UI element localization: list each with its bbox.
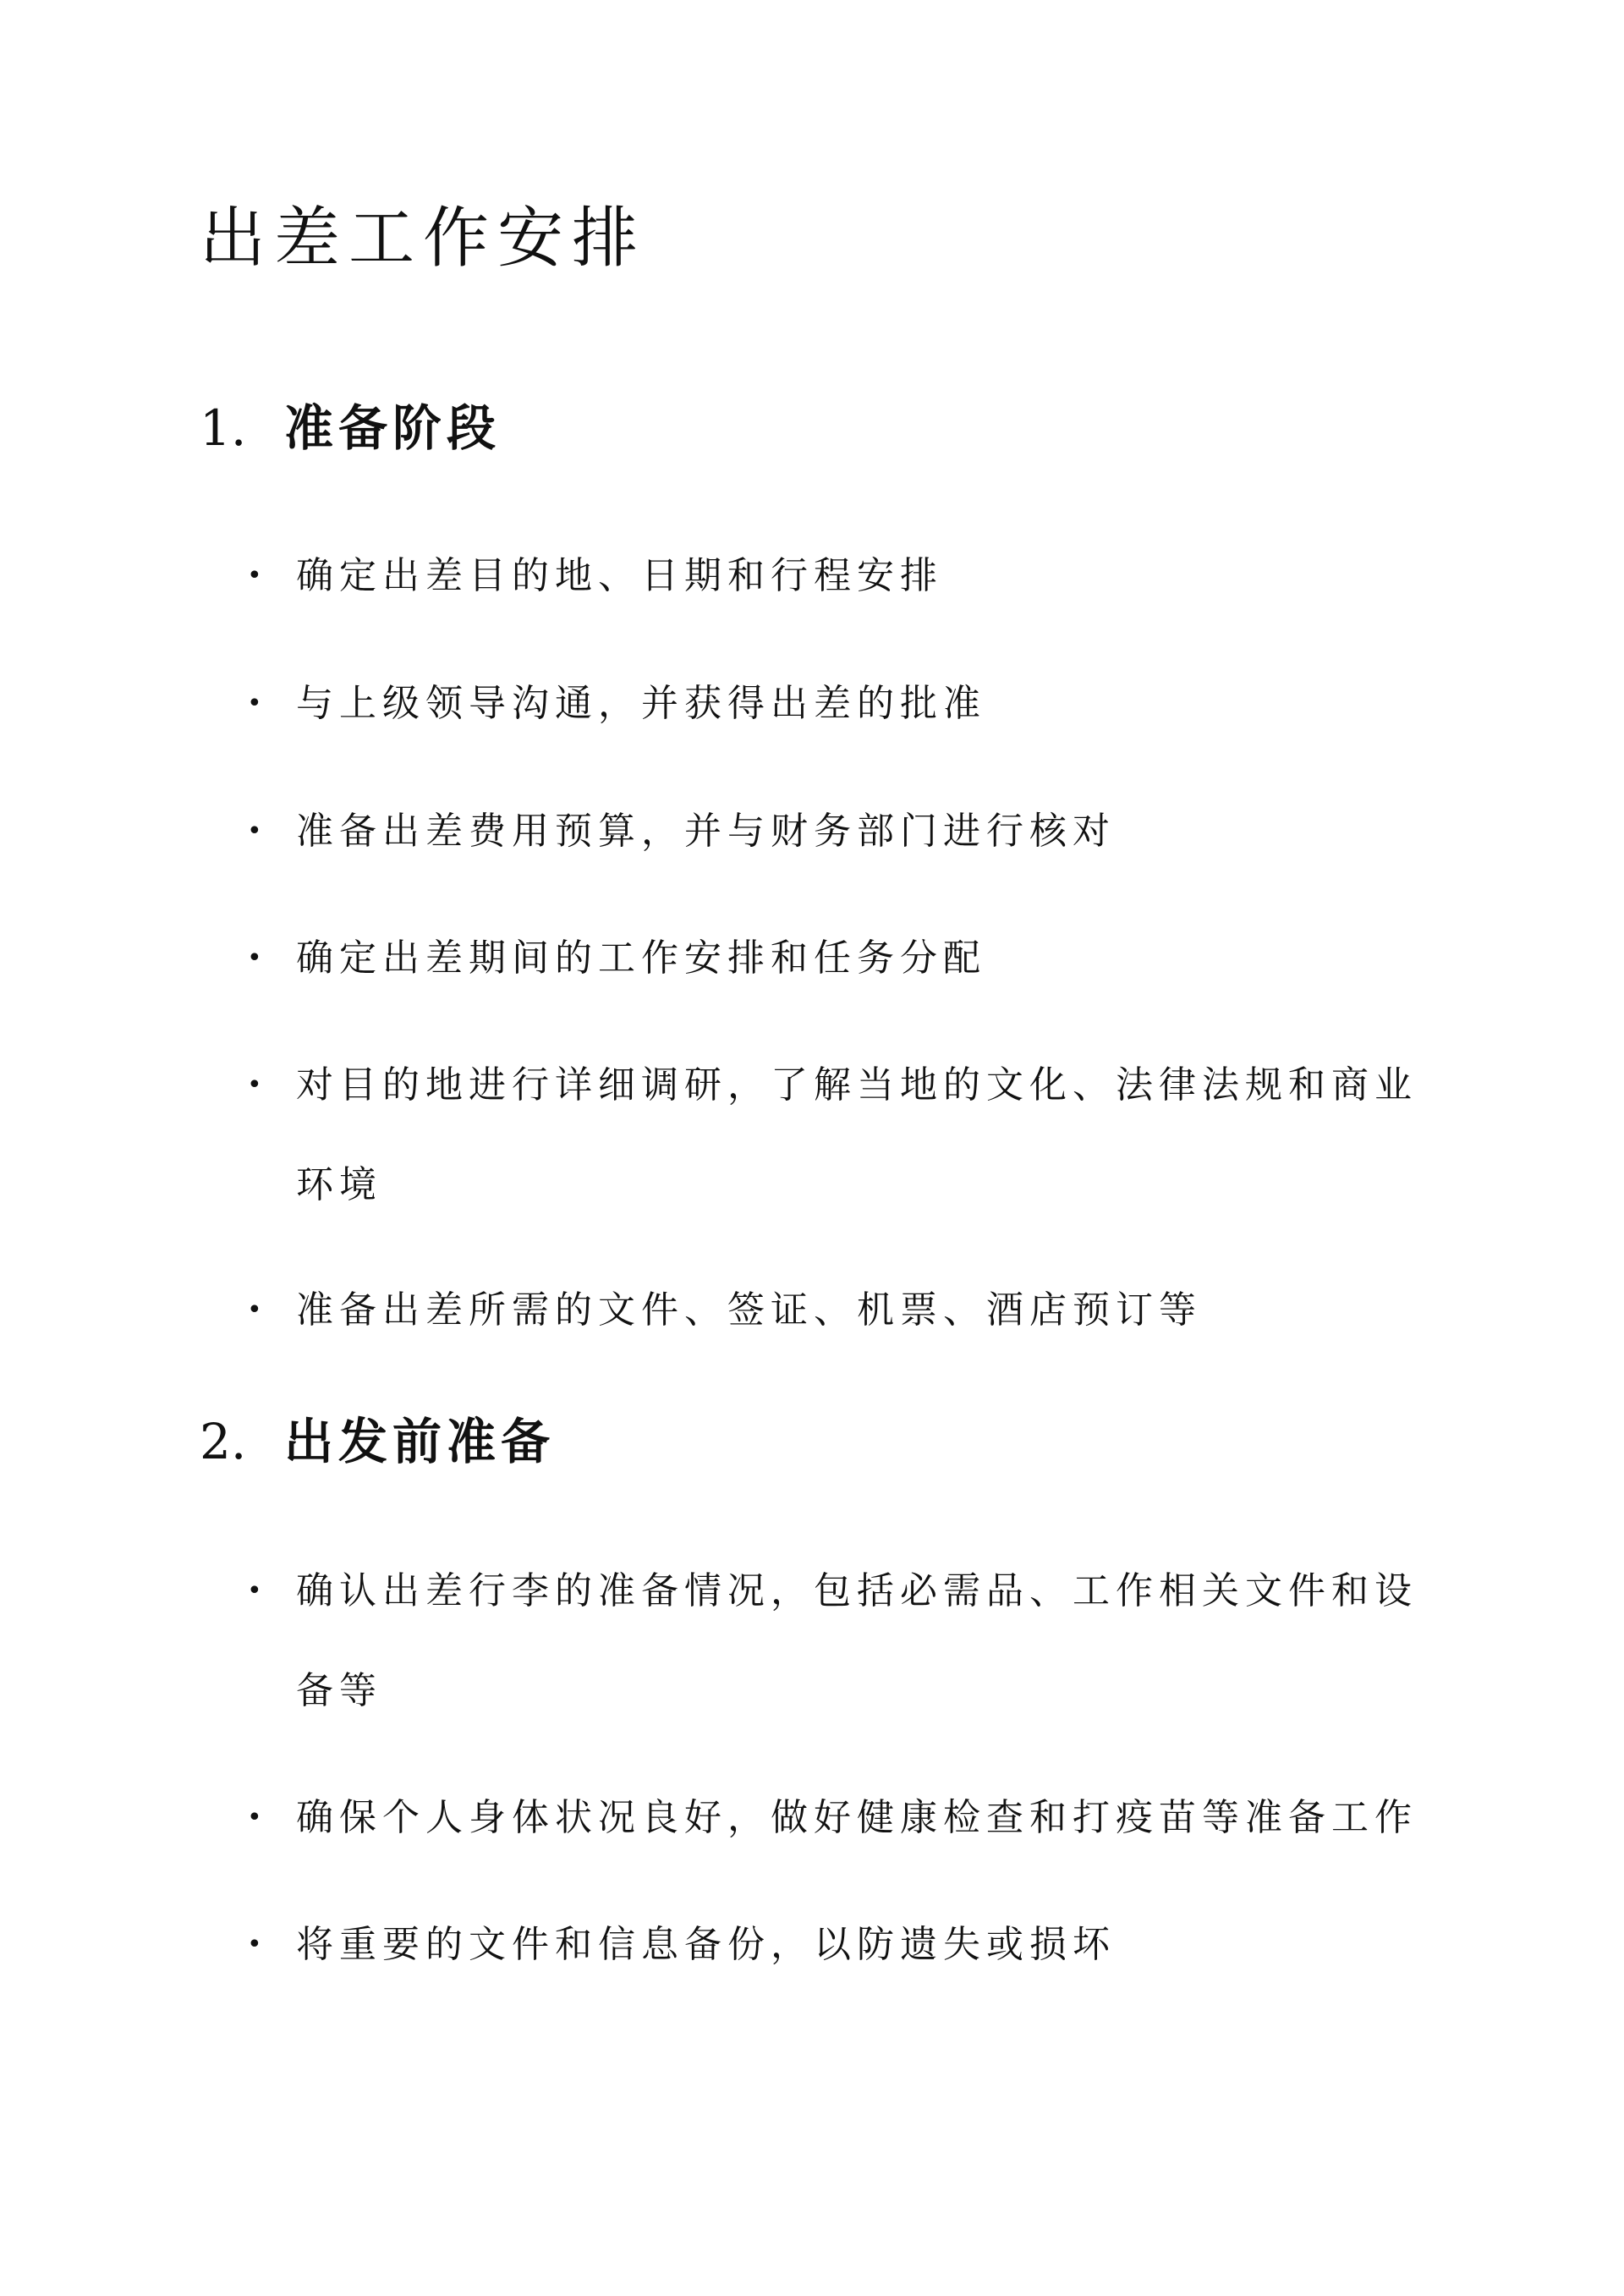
bullet-icon: • xyxy=(247,689,262,718)
list-item-text: 将重要的文件和信息备份，以防遗失或损坏 xyxy=(296,1923,1116,1966)
section-title: 出发前准备 xyxy=(284,1413,556,1470)
section-heading-2 xyxy=(200,1408,555,1475)
list-item xyxy=(247,1895,1431,1995)
list-item xyxy=(247,1261,1431,1360)
bullet-icon: • xyxy=(247,1803,262,1832)
bullet-icon: • xyxy=(247,1070,262,1100)
list-item-text: 与上级领导沟通，并获得出差的批准 xyxy=(296,682,986,725)
list-item xyxy=(247,1035,1431,1235)
section-number: 2. xyxy=(200,1413,247,1470)
list-item xyxy=(247,1541,1431,1741)
bullet-icon: • xyxy=(247,943,262,973)
list-item-text: 确认出差行李的准备情况，包括必需品、工作相关文件和设备等 xyxy=(296,1569,1418,1712)
bullet-icon: • xyxy=(247,1930,262,1959)
list-item xyxy=(247,782,1431,882)
page-title: 出差工作安排 xyxy=(200,200,647,277)
bullet-icon: • xyxy=(247,1295,262,1325)
list-item-text: 确定出差期间的工作安排和任务分配 xyxy=(296,937,986,980)
section-heading-1 xyxy=(200,394,501,462)
list-item xyxy=(247,526,1431,626)
list-item xyxy=(247,909,1431,1008)
list-item xyxy=(247,1768,1431,1868)
list-item xyxy=(247,654,1431,754)
bullet-icon: • xyxy=(247,561,262,590)
list-item-text: 准备出差费用预算，并与财务部门进行核对 xyxy=(296,810,1116,853)
list-item-text: 准备出差所需的文件、签证、机票、酒店预订等 xyxy=(296,1288,1202,1332)
list-item-text: 确保个人身体状况良好，做好健康检查和打疫苗等准备工作 xyxy=(296,1796,1418,1839)
bullet-icon: • xyxy=(247,1576,262,1606)
section-title: 准备阶段 xyxy=(284,399,502,457)
list-item-text: 对目的地进行详细调研，了解当地的文化、法律法规和商业环境 xyxy=(296,1063,1418,1206)
list-item-text: 确定出差目的地、日期和行程安排 xyxy=(296,554,943,597)
bullet-icon: • xyxy=(247,816,262,846)
section-number: 1. xyxy=(200,399,247,457)
